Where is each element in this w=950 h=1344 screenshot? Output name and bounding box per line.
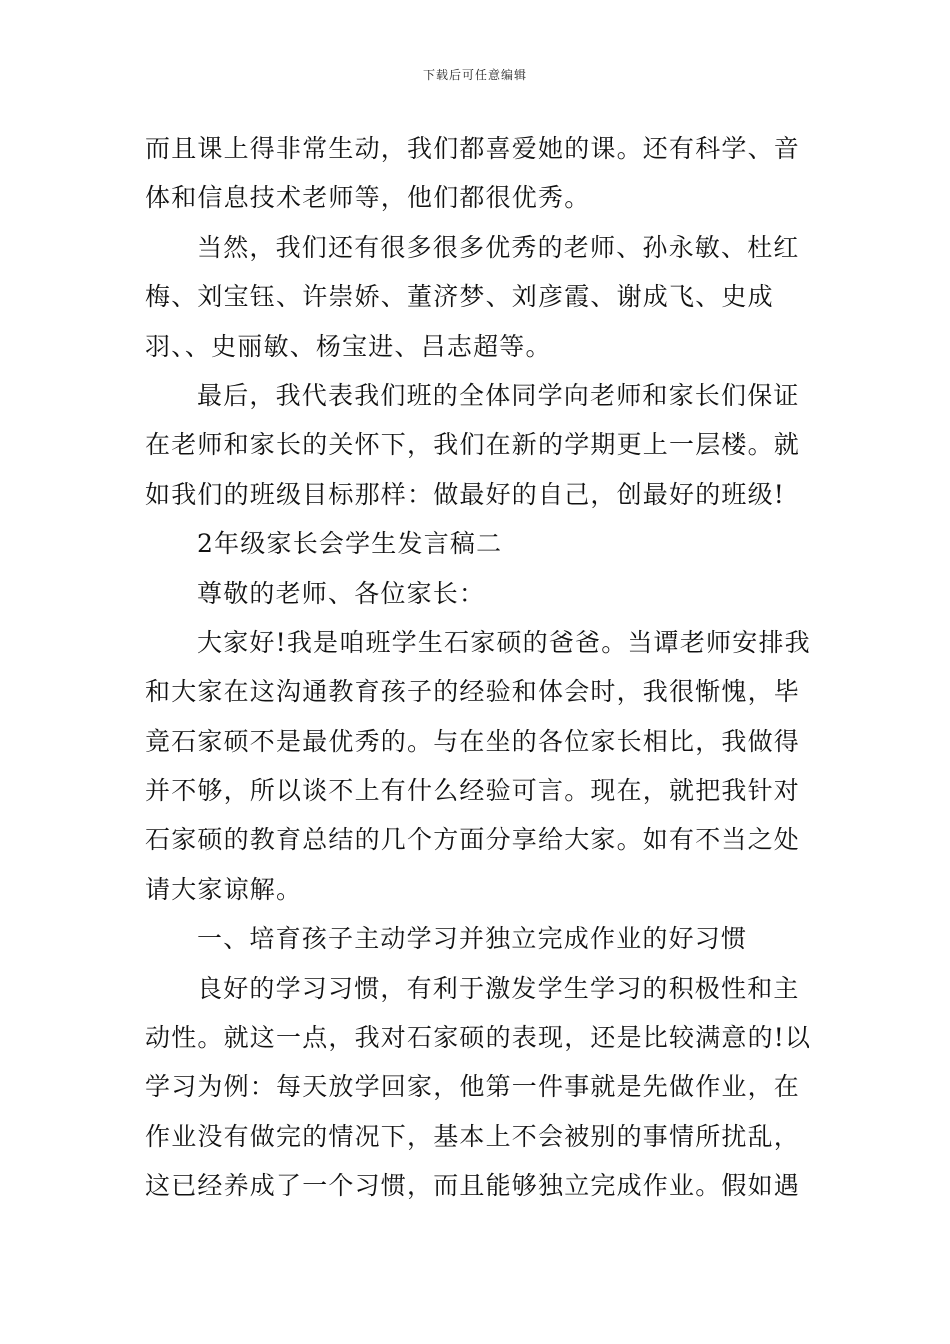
text-line: 大家好!我是咱班学生石家硕的爸爸。当谭老师安排我	[197, 627, 811, 657]
text-line: 并不够，所以谈不上有什么经验可言。现在，就把我针对	[145, 776, 801, 806]
text-line: 体和信息技术老师等，他们都很优秀。	[145, 183, 591, 213]
text-line: 如我们的班级目标那样：做最好的自己，创最好的班级!	[145, 479, 786, 509]
text-line: 作业没有做完的情况下，基本上不会被别的事情所扰乱，	[145, 1121, 801, 1151]
text-line: 在老师和家长的关怀下，我们在新的学期更上一层楼。就	[145, 430, 801, 460]
text-line: 石家硕的教育总结的几个方面分享给大家。如有不当之处	[145, 825, 801, 855]
text-line: 当然，我们还有很多很多优秀的老师、孙永敏、杜红	[197, 232, 800, 262]
text-line: 而且课上得非常生动，我们都喜爱她的课。还有科学、音	[145, 134, 801, 163]
text-line: 动性。就这一点，我对石家硕的表现，还是比较满意的!以	[145, 1023, 812, 1053]
text-line: 最后，我代表我们班的全体同学向老师和家长们保证	[197, 380, 800, 410]
section-heading: 2年级家长会学生发言稿二	[197, 529, 503, 559]
text-line: 羽、、史丽敏、杨宝进、吕志超等。	[145, 331, 552, 361]
text-line: 良好的学习习惯，有利于激发学生学习的积极性和主	[197, 973, 800, 1003]
document-body	[145, 124, 810, 1211]
page-header-note: 下载后可任意编辑	[422, 68, 527, 82]
section-heading: 一、培育孩子主动学习并独立完成作业的好习惯	[197, 924, 748, 954]
text-line: 学习为例：每天放学回家，他第一件事就是先做作业，在	[145, 1072, 801, 1102]
text-line: 这已经养成了一个习惯，而且能够独立完成作业。假如遇	[145, 1171, 801, 1201]
salutation: 尊敬的老师、各位家长：	[197, 578, 486, 608]
text-line: 请大家谅解。	[145, 874, 303, 904]
text-line: 梅、刘宝钰、许崇娇、董济梦、刘彦霞、谢成飞、史成	[145, 282, 774, 312]
text-line: 竟石家硕不是最优秀的。与在坐的各位家长相比，我做得	[145, 726, 801, 756]
text-line: 和大家在这沟通教育孩子的经验和体会时，我很惭愧，毕	[145, 677, 801, 707]
